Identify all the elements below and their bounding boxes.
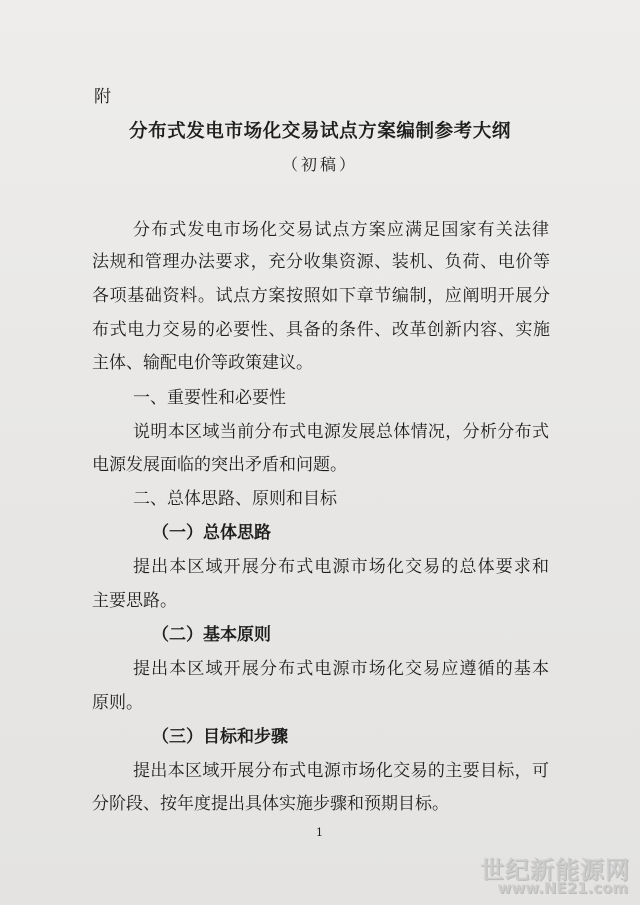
- intro-line-5: 主体、输配电价等政策建议。: [92, 353, 313, 373]
- sub3-line-2: 分阶段、按年度提出具体实施步骤和预期目标。: [92, 794, 449, 814]
- page-number: 1: [316, 826, 323, 839]
- section1-line-1: 说明本区域当前分布式电源发展总体情况，分析分布式: [133, 422, 549, 442]
- document-title: 分布式发电市场化交易试点方案编制参考大纲: [128, 121, 511, 142]
- document-subtitle: （初稿）: [281, 155, 358, 174]
- section-heading-1: 一、重要性和必要性: [133, 388, 286, 408]
- sub3-line-1: 提出本区域开展分布式电源市场化交易的主要目标，可: [133, 761, 549, 781]
- sub1-line-2: 主要思路。: [92, 591, 177, 611]
- intro-line-4: 布式电力交易的必要性、具备的条件、改革创新内容、实施: [92, 320, 550, 340]
- subsection-heading-1: （一）总体思路: [152, 523, 271, 543]
- subsection-heading-3: （三）目标和步骤: [152, 727, 288, 747]
- sub2-line-2: 原则。: [92, 693, 143, 713]
- sub2-line-1: 提出本区域开展分布式电源市场化交易应遵循的基本: [133, 659, 549, 679]
- attachment-label: 附: [94, 87, 112, 107]
- sub1-line-1: 提出本区域开展分布式电源市场化交易的总体要求和: [133, 557, 549, 577]
- intro-line-3: 各项基础资料。试点方案按照如下章节编制，应阐明开展分: [92, 286, 550, 306]
- watermark-logo: 世纪新能源网: [480, 856, 630, 884]
- section1-line-2: 电源发展面临的突出矛盾和问题。: [92, 455, 347, 475]
- section-heading-2: 二、总体思路、原则和目标: [133, 489, 337, 509]
- intro-line-1: 分布式发电市场化交易试点方案应满足国家有关法律: [133, 220, 549, 240]
- intro-line-2: 法规和管理办法要求，充分收集资源、装机、负荷、电价等: [92, 252, 550, 272]
- subsection-heading-2: （二）基本原则: [152, 625, 271, 645]
- watermark-url: www.NE21.com: [497, 879, 628, 897]
